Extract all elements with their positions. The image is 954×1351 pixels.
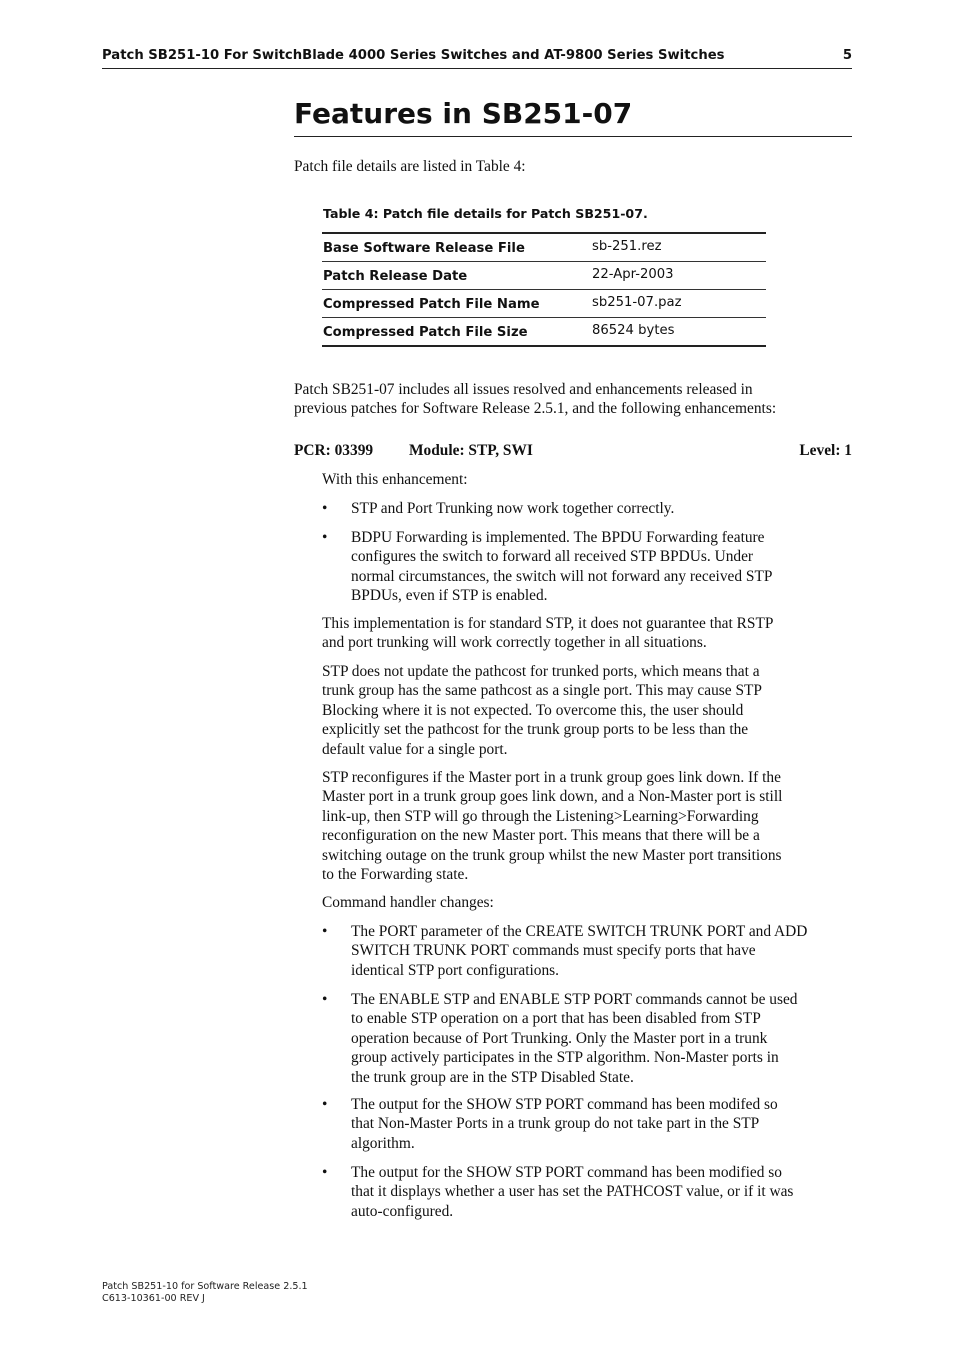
bullet-line: normal circumstances, the switch will not forward any received STP: [351, 567, 773, 585]
pcr-level: Level: 1: [799, 442, 852, 459]
table-row: [322, 290, 766, 318]
bullet-icon: •: [322, 529, 328, 546]
table-row: [322, 234, 766, 262]
bullet-line: BPDUs, even if STP is enabled.: [351, 587, 548, 605]
bullet-icon: •: [322, 991, 328, 1008]
table-row-label: Compressed Patch File Size: [323, 325, 528, 340]
bullet-item: [351, 499, 852, 518]
paragraph-line: STP does not update the pathcost for trunked ports, which means that a: [322, 663, 760, 680]
bullet-line: STP and Port Trunking now work together correctly.: [351, 500, 675, 517]
bullet-line: The output for the SHOW STP PORT command has been modifed so: [351, 1096, 778, 1113]
bullet-line: operation because of Port Trunking. Only the Master port in a trunk: [351, 1029, 768, 1047]
bullet-line: the trunk group are in the STP Disabled State.: [351, 1068, 634, 1086]
paragraph-line: STP reconfigures if the Master port in a trunk group goes link down. If the: [322, 769, 781, 786]
footer-doc-id: C613-10361-00 REV J: [102, 1292, 205, 1304]
page-number: 5: [842, 48, 852, 63]
summary-line: previous patches for Software Release 2.5.1, and the following enhancements:: [294, 400, 777, 418]
paragraph-line: Master port in a trunk group goes link down, and a Non-Master port is still: [322, 788, 783, 806]
bullet-item: [351, 922, 852, 980]
paragraph-line: link-up, then STP will go through the Listening>Learning>Forwarding: [322, 807, 759, 825]
footer-release: Patch SB251-10 for Software Release 2.5.1: [102, 1281, 308, 1292]
running-header: [102, 48, 852, 69]
bullet-icon: •: [322, 500, 328, 517]
paragraph-line: This implementation is for standard STP, it does not guarantee that RSTP: [322, 615, 774, 632]
paragraph-line: and port trunking will work correctly together in all situations.: [322, 634, 707, 652]
bullet-icon: •: [322, 1164, 328, 1181]
paragraph-line: reconfiguration on the new Master port. This means that there will be a: [322, 827, 760, 845]
table-row-value: 86524 bytes: [592, 323, 675, 338]
bullet-line: The output for the SHOW STP PORT command has been modified so: [351, 1164, 782, 1181]
bullet-item: [351, 528, 852, 606]
bullet-line: BDPU Forwarding is implemented. The BPDU Forwarding feature: [351, 529, 765, 546]
header-title: Patch SB251-10 For SwitchBlade 4000 Series Switches and AT-9800 Series Switches: [102, 48, 725, 63]
bullet-line: to enable STP operation on a port that has been disabled from STP: [351, 1010, 761, 1028]
pcr-number: PCR: 03399: [294, 442, 374, 459]
bullet-line: algorithm.: [351, 1134, 415, 1152]
bullet-line: configures the switch to forward all received STP BPDUs. Under: [351, 548, 754, 566]
bullet-line: group actively participates in the STP algorithm. Non-Master ports in: [351, 1049, 779, 1067]
table-row-value: sb251-07.paz: [592, 295, 682, 310]
bullet-line: that it displays whether a user has set the PATHCOST value, or if it was: [351, 1183, 794, 1201]
summary-line: Patch SB251-07 includes all issues resolved and enhancements released in: [294, 381, 753, 398]
patch-details-table: [322, 232, 766, 347]
command-changes-heading: Command handler changes:: [322, 894, 494, 911]
page-footer: [102, 1281, 308, 1304]
bullet-line: SWITCH TRUNK PORT commands must specify ports that have: [351, 942, 756, 960]
bullet-line: identical STP port configurations.: [351, 961, 560, 979]
paragraph-line: switching outage on the trunk group whilst the new Master port transitions: [322, 846, 782, 864]
pathcost-paragraph: [322, 662, 762, 759]
standard-stp-paragraph: [322, 614, 773, 653]
paragraph-line: to the Forwarding state.: [322, 866, 469, 884]
bullet-icon: •: [322, 1096, 328, 1113]
paragraph-line: default value for a single port.: [322, 740, 508, 758]
bullet-line: The ENABLE STP and ENABLE STP PORT commands cannot be used: [351, 991, 798, 1008]
enhancement-intro: With this enhancement:: [322, 471, 468, 488]
paragraph-line: Blocking where it is not expected. To overcome this, the user should: [322, 701, 744, 719]
table-row-label: Compressed Patch File Name: [323, 297, 540, 312]
summary-paragraph: [294, 380, 776, 419]
bullet-icon: •: [322, 923, 328, 940]
intro-text: Patch file details are listed in Table 4:: [294, 158, 526, 175]
table-row: [322, 318, 766, 347]
table-row-value: 22-Apr-2003: [592, 267, 674, 282]
bullet-line: that Non-Master Ports in a trunk group do not take part in the STP: [351, 1115, 760, 1133]
table-row-label: Patch Release Date: [323, 269, 468, 284]
bullet-line: The PORT parameter of the CREATE SWITCH TRUNK PORT and ADD: [351, 923, 808, 940]
bullet-item: [351, 1163, 852, 1221]
table-row-value: sb-251.rez: [592, 239, 662, 254]
section-title: Features in SB251-07: [294, 96, 852, 137]
table-caption: Table 4: Patch file details for Patch SB251-07.: [323, 206, 648, 221]
table-row-label: Base Software Release File: [323, 241, 525, 256]
bullet-item: [351, 990, 852, 1087]
reconfig-paragraph: [322, 768, 782, 884]
paragraph-line: trunk group has the same pathcost as a single port. This may cause STP: [322, 682, 762, 700]
bullet-item: [351, 1095, 852, 1153]
table-row: [322, 262, 766, 290]
bullet-line: auto-configured.: [351, 1202, 454, 1220]
pcr-module: Module: STP, SWI: [409, 442, 533, 459]
paragraph-line: explicitly set the pathcost for the trunk group ports to be less than the: [322, 721, 749, 739]
